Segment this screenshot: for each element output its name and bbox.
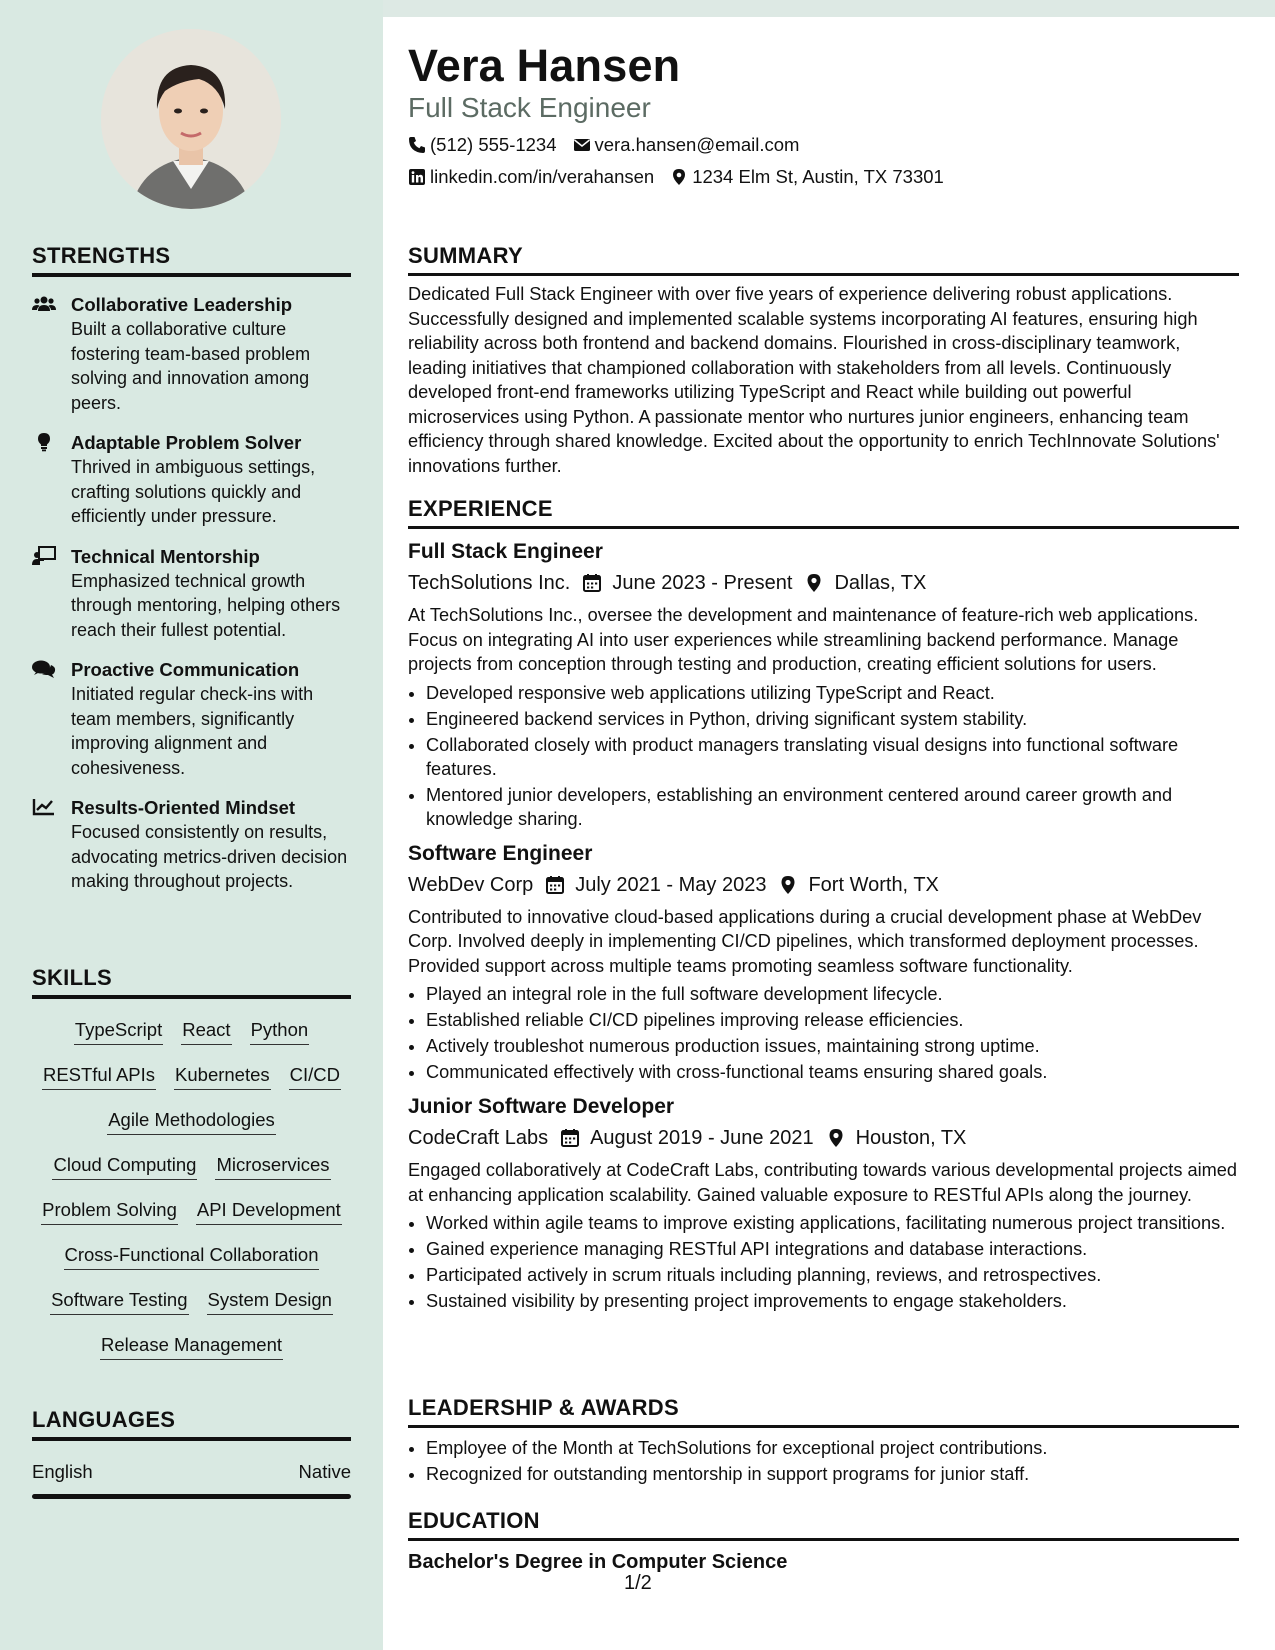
skill-tag: Cross-Functional Collaboration	[64, 1243, 320, 1270]
strength-desc: Thrived in ambiguous settings, crafting solutions quickly and efficiently under pressure.	[71, 457, 316, 526]
strength-item	[32, 796, 351, 894]
skill-row	[32, 1234, 351, 1279]
map-marker-icon	[778, 875, 798, 895]
job-bullet: • Mentored junior developers, establishing an environment centered around career growth and knowledge sharing.	[426, 783, 1239, 831]
skill-tag: Kubernetes	[174, 1063, 271, 1090]
calendar-icon	[545, 875, 565, 895]
skills-section	[32, 965, 351, 1369]
skill-tag: React	[181, 1018, 231, 1045]
education-section	[408, 1508, 1239, 1574]
address-item	[670, 166, 944, 188]
skill-tag: Software Testing	[50, 1288, 188, 1315]
skill-tag: Microservices	[215, 1153, 330, 1180]
strength-item	[32, 431, 351, 529]
strength-desc: Built a collaborative culture fostering team-based problem solving and innovation among peers.	[71, 319, 311, 413]
skill-tag: Agile Methodologies	[107, 1108, 276, 1135]
chalkboard-teacher-icon	[32, 546, 56, 566]
language-item	[32, 1461, 351, 1483]
skill-tags	[32, 999, 351, 1369]
contact-row-1	[408, 134, 799, 156]
language-name: English	[32, 1461, 93, 1482]
education-heading: EDUCATION	[408, 1508, 1239, 1541]
job-location: Dallas, TX	[834, 572, 927, 594]
job-bullets	[408, 982, 1239, 1084]
job-title: Junior Software Developer	[408, 1095, 675, 1118]
strength-title: Results-Oriented Mindset	[71, 797, 296, 818]
page-number: 1/2	[624, 1572, 652, 1594]
summary-text: Dedicated Full Stack Engineer with over five years of experience delivering robust applications. Successfully designed and implemented scalable systems incorporating AI features, ensuring high reliability across both frontend and backend domains. Flourished in cross-disciplinary teamwork, leading initiatives that championed collaboration with stakeholders from all levels. Continuously developed front-end frameworks utilizing TypeScript and React while building out powerful microservices using Python. A passionate mentor who nurtures junior engineers, enhancing team efficiency through shared knowledge. Excited about the opportunity to enrich TechInnovate Solutions' innovations further.	[408, 284, 1220, 476]
strengths-heading: STRENGTHS	[32, 243, 351, 277]
summary-heading: SUMMARY	[408, 243, 1239, 276]
languages-heading: LANGUAGES	[32, 1407, 351, 1441]
linkedin-icon	[408, 168, 426, 186]
summary-section	[408, 243, 1239, 478]
job-description: Engaged collaboratively at CodeCraft Labs, contributing towards various developmental projects aimed at enhancing application scalability. Gained valuable exposure to RESTful APIs along the journey.	[408, 1160, 1238, 1205]
job-list	[408, 537, 1239, 1313]
strength-item	[32, 545, 351, 643]
award-item: • Employee of the Month at TechSolutions for exceptional project contributions.	[426, 1436, 1239, 1460]
job-description: Contributed to innovative cloud-based applications during a crucial development phase at WebDev Corp. Involved deeply in implementing CI/CD pipelines, which transformed deployment processes. Provided support across multiple teams promoting seamless software functionality.	[408, 906, 1202, 976]
job-meta	[408, 870, 1239, 900]
skill-row	[32, 1144, 351, 1189]
job-bullet: • Developed responsive web applications utilizing TypeScript and React.	[426, 681, 1239, 705]
skill-tag: System Design	[207, 1288, 333, 1315]
experience-heading: EXPERIENCE	[408, 496, 1239, 529]
contact-row-2	[408, 166, 944, 188]
skill-row	[32, 1189, 351, 1234]
job-dates: August 2019 - June 2021	[590, 1127, 814, 1149]
strength-title: Proactive Communication	[71, 659, 300, 680]
job-title: Full Stack Engineer	[408, 540, 603, 563]
strength-item	[32, 293, 351, 415]
experience-section	[408, 496, 1239, 1315]
candidate-role: Full Stack Engineer	[408, 92, 651, 123]
skill-row	[32, 1324, 351, 1369]
job-company: CodeCraft Labs	[408, 1127, 549, 1149]
award-item: • Recognized for outstanding mentorship in support programs for junior staff.	[426, 1462, 1239, 1486]
job-entry	[408, 839, 1239, 1085]
users-icon	[32, 294, 56, 314]
skill-tag: RESTful APIs	[42, 1063, 156, 1090]
languages-section	[32, 1407, 351, 1499]
calendar-icon	[582, 573, 602, 593]
job-bullet: • Actively troubleshot numerous production issues, maintaining strong uptime.	[426, 1034, 1239, 1058]
job-bullet: • Collaborated closely with product managers translating visual designs into functional software features.	[426, 733, 1239, 781]
job-bullets	[408, 1211, 1239, 1313]
candidate-name: Vera Hansen	[408, 40, 681, 91]
lightbulb-icon	[32, 432, 56, 452]
strengths-section	[32, 243, 351, 894]
strength-list	[32, 293, 351, 894]
job-dates: July 2021 - May 2023	[575, 873, 767, 896]
skill-tag: Problem Solving	[41, 1198, 178, 1225]
strength-desc: Emphasized technical growth through mentoring, helping others reach their fullest potential.	[71, 570, 341, 640]
job-meta	[408, 1123, 1239, 1153]
skill-row	[32, 1009, 351, 1054]
phone-text: (512) 555-1234	[430, 134, 557, 155]
linkedin-text[interactable]: linkedin.com/in/verahansen	[430, 166, 655, 187]
job-entry	[408, 1092, 1239, 1313]
strength-item	[32, 658, 351, 780]
job-bullet: • Sustained visibility by presenting project improvements to engage stakeholders.	[426, 1289, 1239, 1313]
email-item[interactable]	[573, 134, 800, 156]
job-entry	[408, 537, 1239, 831]
map-marker-icon	[826, 1128, 846, 1148]
job-dates: June 2023 - Present	[612, 572, 793, 594]
language-proficiency-bar	[32, 1494, 351, 1499]
email-text[interactable]: vera.hansen@email.com	[594, 134, 800, 155]
awards-section	[408, 1395, 1239, 1488]
job-bullets	[408, 681, 1239, 831]
address-text: 1234 Elm St, Austin, TX 73301	[692, 166, 944, 187]
map-marker-icon	[670, 168, 688, 186]
job-description: At TechSolutions Inc., oversee the development and maintenance of feature-rich web applications. Focus on integrating AI into user experiences while streamlining backend performance. Manage projects from conception through testing and production, creating efficient solutions for users.	[408, 605, 1199, 674]
job-company: WebDev Corp	[408, 873, 534, 896]
skills-heading: SKILLS	[32, 965, 351, 999]
envelope-icon	[573, 136, 591, 154]
skill-tag: API Development	[196, 1198, 342, 1225]
comments-icon	[32, 659, 56, 679]
phone-item	[408, 134, 557, 156]
skill-tag: TypeScript	[74, 1018, 163, 1045]
job-bullet: • Participated actively in scrum rituals including planning, reviews, and retrospectives.	[426, 1263, 1239, 1287]
phone-icon	[408, 136, 426, 154]
skill-tag: Python	[250, 1018, 310, 1045]
linkedin-item[interactable]	[408, 166, 654, 188]
language-level: Native	[298, 1461, 351, 1482]
strength-desc: Focused consistently on results, advocating metrics-driven decision making throughout projects.	[71, 822, 348, 891]
strength-desc: Initiated regular check-ins with team members, significantly improving alignment and cohesiveness.	[71, 684, 314, 778]
strength-title: Collaborative Leadership	[71, 294, 293, 315]
job-bullet: • Gained experience managing RESTful API integrations and database interactions.	[426, 1237, 1239, 1261]
job-bullet: • Established reliable CI/CD pipelines improving release efficiencies.	[426, 1008, 1239, 1032]
calendar-icon	[560, 1128, 580, 1148]
skill-row	[32, 1054, 351, 1099]
skill-tag: CI/CD	[289, 1063, 341, 1090]
strength-title: Technical Mentorship	[71, 545, 260, 567]
job-bullet: • Worked within agile teams to improve existing applications, facilitating numerous project transitions.	[426, 1211, 1239, 1235]
skill-row	[32, 1099, 351, 1144]
skill-row	[32, 1279, 351, 1324]
awards-list	[408, 1436, 1239, 1486]
skill-tag: Cloud Computing	[52, 1153, 197, 1180]
map-marker-icon	[804, 573, 824, 593]
job-bullet: • Played an integral role in the full software development lifecycle.	[426, 982, 1239, 1006]
education-degree: Bachelor's Degree in Computer Science	[408, 1551, 788, 1573]
strength-title: Adaptable Problem Solver	[71, 432, 302, 453]
awards-heading: LEADERSHIP & AWARDS	[408, 1395, 1239, 1428]
profile-photo	[101, 29, 281, 209]
job-title: Software Engineer	[408, 841, 593, 865]
job-bullet: • Communicated effectively with cross-functional teams ensuring shared goals.	[426, 1060, 1239, 1084]
chart-line-icon	[32, 797, 56, 817]
job-company: TechSolutions Inc.	[408, 572, 571, 594]
job-meta	[408, 568, 1239, 598]
skill-tag: Release Management	[100, 1333, 283, 1360]
job-location: Houston, TX	[855, 1127, 967, 1149]
job-location: Fort Worth, TX	[808, 873, 939, 896]
job-bullet: • Engineered backend services in Python, driving significant system stability.	[426, 707, 1239, 731]
